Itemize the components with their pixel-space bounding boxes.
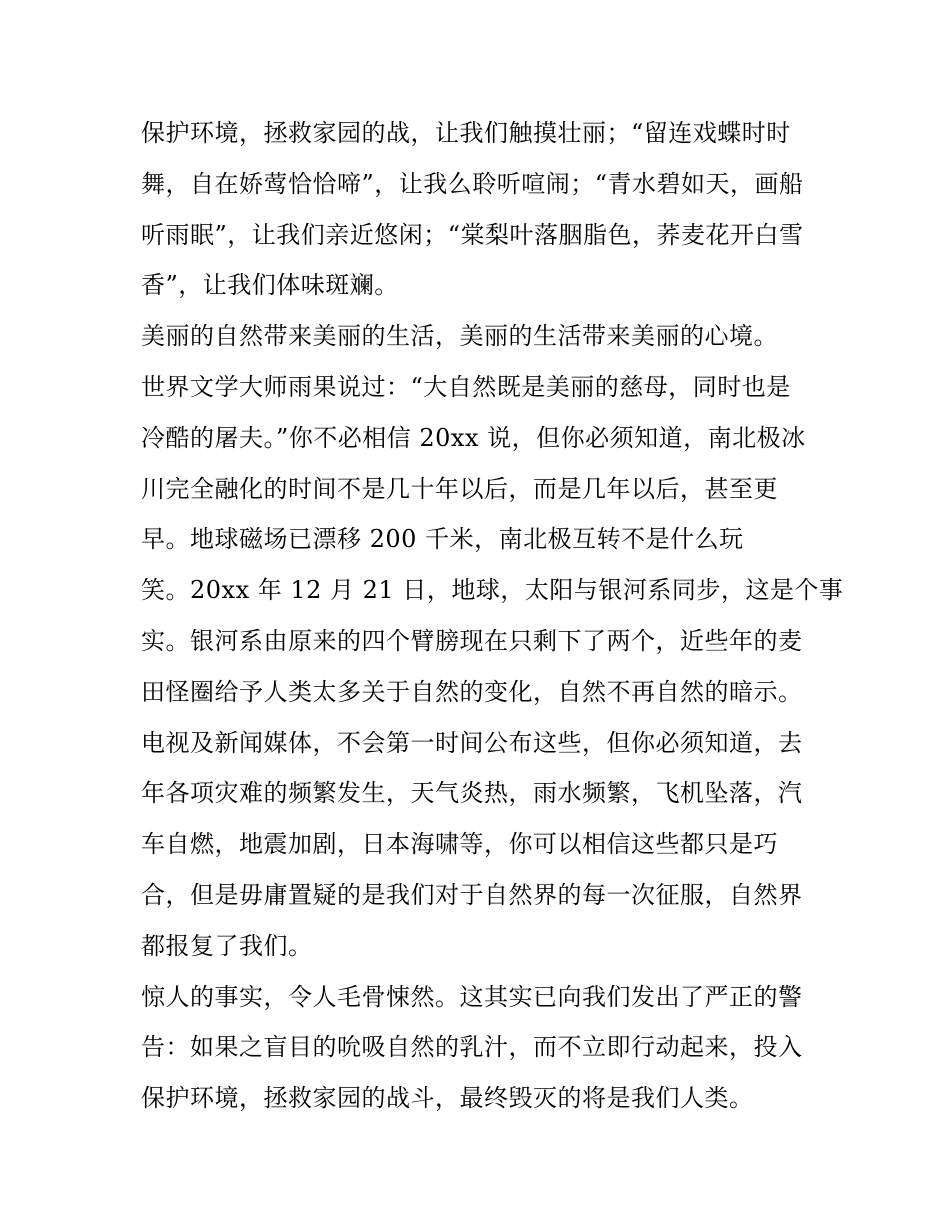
text-line: 保护环境，拯救家园的战，让我们触摸壮丽；“留连戏蝶时时 [141,119,791,147]
text-line: 世界文学大师雨果说过：“大自然既是美丽的慈母，同时也是 [141,372,791,401]
text-line: 都报复了我们。 [141,931,313,960]
text-line: 川完全融化的时间不是几十年以后，而是几年以后，甚至更 [141,474,778,503]
text-line: 田怪圈给予人类太多关于自然的变化，自然不再自然的暗示。 [141,677,803,706]
text-line: 保护环境，拯救家园的战斗，最终毁灭的将是我们人类。 [141,1084,754,1113]
text-line: 电视及新闻媒体，不会第一时间公布这些，但你必须知道，去 [141,728,803,757]
body-text [141,108,844,1124]
text-line: 早。地球磁场已漂移 200 千米，南北极互转不是什么玩 [141,525,744,554]
text-line: 笑。20xx 年 12 月 21 日，地球，太阳与银河系同步，这是个事 [141,576,844,605]
text-line: 美丽的自然带来美丽的生活，美丽的生活带来美丽的心境。 [141,322,778,351]
text-line: 惊人的事实，令人毛骨悚然。这其实已向我们发出了严正的警 [141,982,803,1011]
text-line: 实。银河系由原来的四个臂膀现在只剩下了两个，近些年的麦 [141,626,803,655]
text-line: 合，但是毋庸置疑的是我们对于自然界的每一次征服，自然界 [141,880,803,909]
text-line: 舞，自在娇莺恰恰啼”，让我么聆听喧闹；“青水碧如天，画船 [141,169,804,198]
text-line: 年各项灾难的频繁发生，天气炎热，雨水频繁，飞机坠落，汽 [141,779,803,808]
text-line: 听雨眠”，让我们亲近悠闲；“棠梨叶落胭脂色，荞麦花开白雪 [141,220,804,249]
text-line: 冷酷的屠夫。”你不必相信 20xx 说，但你必须知道，南北极冰 [141,423,806,452]
text-line: 告：如果之盲目的吮吸自然的乳汁，而不立即行动起来，投入 [141,1033,803,1062]
text-line: 车自燃，地震加剧，日本海啸等，你可以相信这些都只是巧 [141,830,778,859]
text-line: 香”，让我们体味斑斓。 [141,271,399,300]
